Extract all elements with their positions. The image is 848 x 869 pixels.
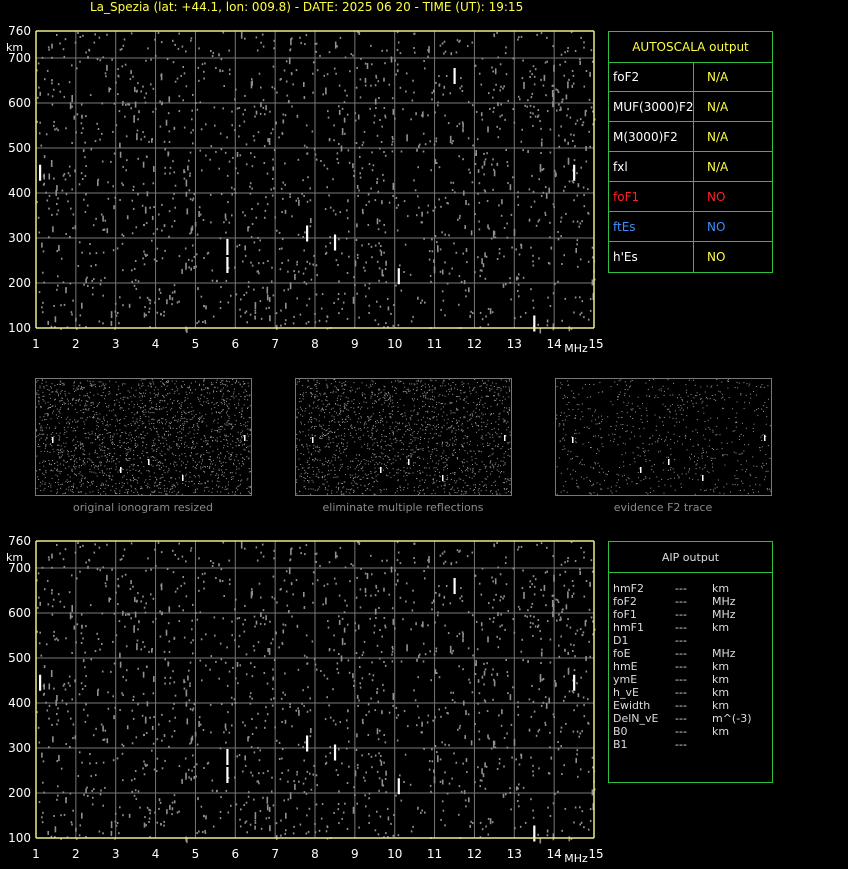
x-tick-label: 1 <box>32 847 40 861</box>
echo-point <box>454 578 456 594</box>
autoscala-param-value: N/A <box>707 70 729 84</box>
aip-param-name: h_vE <box>613 686 639 699</box>
thumbnail-noise <box>36 379 251 495</box>
autoscala-param-value: NO <box>707 250 726 264</box>
echo-point <box>533 826 535 842</box>
x-tick-label: 11 <box>426 337 443 351</box>
thumbnail-trace <box>52 437 54 443</box>
y-tick-label: 700 <box>8 51 31 65</box>
thumbnail-trace <box>244 435 246 441</box>
thumbnail-noise <box>296 379 511 495</box>
aip-row <box>613 712 773 725</box>
x-tick-label: 14 <box>546 847 562 861</box>
thumbnail-trace <box>380 467 382 473</box>
ionogram-chart-bottom <box>0 534 605 869</box>
autoscala-param-name: foF2 <box>613 70 640 84</box>
autoscala-param-value: N/A <box>707 160 729 174</box>
aip-param-unit: km <box>712 621 730 634</box>
thumbnail-trace <box>312 437 314 443</box>
aip-param-unit: m^(-3) <box>712 712 752 725</box>
x-tick-label: 11 <box>426 847 443 861</box>
x-tick-label: 4 <box>151 337 160 351</box>
autoscala-param-value: NO <box>707 220 726 234</box>
aip-header: AIP output <box>609 542 772 573</box>
x-axis-label: MHz <box>564 342 588 355</box>
thumbnail-trace <box>120 467 122 473</box>
x-tick-label: 5 <box>191 337 200 351</box>
aip-param-unit: km <box>712 673 730 686</box>
aip-param-value: --- <box>675 647 687 660</box>
echo-point <box>398 268 400 284</box>
thumbnail-caption-original: original ionogram resized <box>73 501 213 514</box>
aip-row <box>613 738 773 751</box>
autoscala-header: AUTOSCALA output <box>609 32 772 63</box>
y-axis-label: km <box>6 41 24 54</box>
aip-param-value: --- <box>675 686 687 699</box>
y-tick-label: 200 <box>8 786 31 800</box>
autoscala-param-name: M(3000)F2 <box>613 130 678 144</box>
echo-point <box>573 165 575 181</box>
autoscala-param-value: NO <box>707 190 726 204</box>
thumbnail-trace <box>442 475 444 481</box>
aip-param-value: --- <box>675 699 687 712</box>
aip-row <box>613 699 773 712</box>
aip-param-value: --- <box>675 582 687 595</box>
aip-param-unit: MHz <box>712 608 736 621</box>
y-tick-label: 200 <box>8 276 31 290</box>
echo-point <box>226 257 228 273</box>
x-tick-label: 12 <box>466 337 483 351</box>
aip-param-name: hmF2 <box>613 582 645 595</box>
echo-point <box>226 749 228 765</box>
y-tick-label: 700 <box>8 561 31 575</box>
aip-row <box>613 725 773 738</box>
x-tick-label: 8 <box>311 847 319 861</box>
aip-row <box>613 647 773 660</box>
thumbnail-eliminate-multiple <box>295 378 512 496</box>
thumbnail-trace <box>640 467 642 473</box>
y-tick-label: 500 <box>8 651 31 665</box>
autoscala-param-name: ftEs <box>613 220 636 234</box>
y-tick-label: 300 <box>8 741 31 755</box>
aip-row <box>613 634 773 647</box>
autoscala-row <box>609 212 772 242</box>
aip-param-value: --- <box>675 608 687 621</box>
aip-param-unit: km <box>712 582 730 595</box>
x-tick-label: 14 <box>546 337 562 351</box>
aip-row <box>613 660 773 673</box>
thumbnail-trace <box>572 437 574 443</box>
autoscala-param-name: MUF(3000)F2 <box>613 100 694 114</box>
aip-param-name: foF1 <box>613 608 637 621</box>
x-tick-label: 1 <box>32 337 40 351</box>
y-tick-label: 400 <box>8 696 31 710</box>
thumbnail-original <box>35 378 252 496</box>
autoscala-param-name: h'Es <box>613 250 638 264</box>
echo-point <box>226 767 228 783</box>
x-tick-label: 9 <box>351 337 359 351</box>
noise-speckles <box>36 31 596 333</box>
aip-param-name: foE <box>613 647 631 660</box>
x-tick-label: 2 <box>72 337 80 351</box>
echo-point <box>306 226 308 242</box>
x-tick-label: 8 <box>311 337 319 351</box>
x-tick-label: 4 <box>151 847 160 861</box>
thumbnail-trace <box>408 459 410 465</box>
y-tick-label: 500 <box>8 141 31 155</box>
thumbnail-trace <box>182 475 184 481</box>
x-tick-label: 6 <box>231 337 240 351</box>
aip-param-name: DelN_vE <box>613 712 659 725</box>
thumbnail-caption-evidence: evidence F2 trace <box>613 501 713 514</box>
aip-param-name: D1 <box>613 634 629 647</box>
thumbnail-caption-eliminate: eliminate multiple reflections <box>322 501 484 514</box>
x-tick-label: 3 <box>111 847 120 861</box>
thumbnail-evidence-f2 <box>555 378 772 496</box>
aip-row <box>613 608 773 621</box>
x-tick-label: 2 <box>72 847 80 861</box>
y-tick-label: 760 <box>8 534 31 548</box>
echo-point <box>573 675 575 691</box>
aip-param-value: --- <box>675 595 687 608</box>
echo-point <box>39 675 41 691</box>
aip-param-unit: km <box>712 725 730 738</box>
aip-param-name: foF2 <box>613 595 637 608</box>
ionogram-title: La_Spezia (lat: +44.1, lon: 009.8) - DATE: 2025 06 20 - TIME (UT): 19:15 <box>90 0 524 14</box>
aip-param-unit: MHz <box>712 647 736 660</box>
x-tick-label: 6 <box>231 847 240 861</box>
autoscala-row <box>609 242 772 272</box>
x-tick-label: 15 <box>588 847 604 861</box>
autoscala-param-value: N/A <box>707 100 729 114</box>
aip-param-value: --- <box>675 660 687 673</box>
aip-param-name: B0 <box>613 725 628 738</box>
echo-point <box>306 736 308 752</box>
aip-param-unit: km <box>712 660 730 673</box>
x-tick-label: 9 <box>351 847 359 861</box>
thumbnail-trace <box>148 459 150 465</box>
thumbnail-trace <box>764 435 766 441</box>
x-tick-label: 3 <box>111 337 120 351</box>
x-tick-label: 10 <box>387 337 403 351</box>
autoscala-row <box>609 122 772 152</box>
y-tick-label: 100 <box>8 321 31 335</box>
autoscala-param-name: fxl <box>613 160 628 174</box>
aip-row <box>613 673 773 686</box>
x-axis-label: MHz <box>564 852 588 865</box>
y-tick-label: 600 <box>8 96 31 110</box>
aip-param-value: --- <box>675 725 687 738</box>
x-tick-label: 7 <box>271 847 279 861</box>
y-tick-label: 400 <box>8 186 31 200</box>
aip-row <box>613 582 773 595</box>
aip-param-name: hmE <box>613 660 638 673</box>
y-tick-label: 100 <box>8 831 31 845</box>
echo-point <box>226 239 228 255</box>
x-tick-label: 5 <box>191 847 200 861</box>
echo-point <box>334 235 336 251</box>
aip-param-name: B1 <box>613 738 628 751</box>
x-tick-label: 12 <box>466 847 483 861</box>
echo-point <box>533 316 535 332</box>
aip-param-unit: km <box>712 699 730 712</box>
thumbnail-noise <box>556 379 771 495</box>
noise-speckles <box>36 541 596 843</box>
aip-output-table <box>608 541 773 783</box>
autoscala-row <box>609 152 772 182</box>
y-tick-label: 600 <box>8 606 31 620</box>
x-tick-label: 15 <box>588 337 604 351</box>
aip-row <box>613 621 773 634</box>
ionogram-chart-top <box>0 24 605 360</box>
aip-param-value: --- <box>675 712 687 725</box>
y-tick-label: 760 <box>8 24 31 38</box>
aip-param-value: --- <box>675 738 687 751</box>
echo-point <box>334 745 336 761</box>
x-tick-label: 10 <box>387 847 403 861</box>
thumbnail-trace <box>668 459 670 465</box>
y-axis-label: km <box>6 551 24 564</box>
autoscala-row <box>609 182 772 212</box>
aip-param-name: ymE <box>613 673 638 686</box>
thumbnail-trace <box>702 475 704 481</box>
autoscala-row <box>609 62 772 92</box>
autoscala-output-table <box>608 31 773 273</box>
aip-param-name: Ewidth <box>613 699 651 712</box>
aip-row <box>613 686 773 699</box>
aip-param-value: --- <box>675 621 687 634</box>
echo-point <box>39 165 41 181</box>
echo-point <box>454 68 456 84</box>
echo-point <box>398 778 400 794</box>
autoscala-row <box>609 92 772 122</box>
aip-param-unit: MHz <box>712 595 736 608</box>
thumbnail-trace <box>504 435 506 441</box>
aip-param-value: --- <box>675 673 687 686</box>
aip-param-unit: km <box>712 686 730 699</box>
autoscala-param-name: foF1 <box>613 190 640 204</box>
x-tick-label: 13 <box>506 337 522 351</box>
x-tick-label: 7 <box>271 337 279 351</box>
aip-param-name: hmF1 <box>613 621 645 634</box>
aip-param-value: --- <box>675 634 687 647</box>
aip-row <box>613 595 773 608</box>
x-tick-label: 13 <box>506 847 522 861</box>
y-tick-label: 300 <box>8 231 31 245</box>
autoscala-param-value: N/A <box>707 130 729 144</box>
